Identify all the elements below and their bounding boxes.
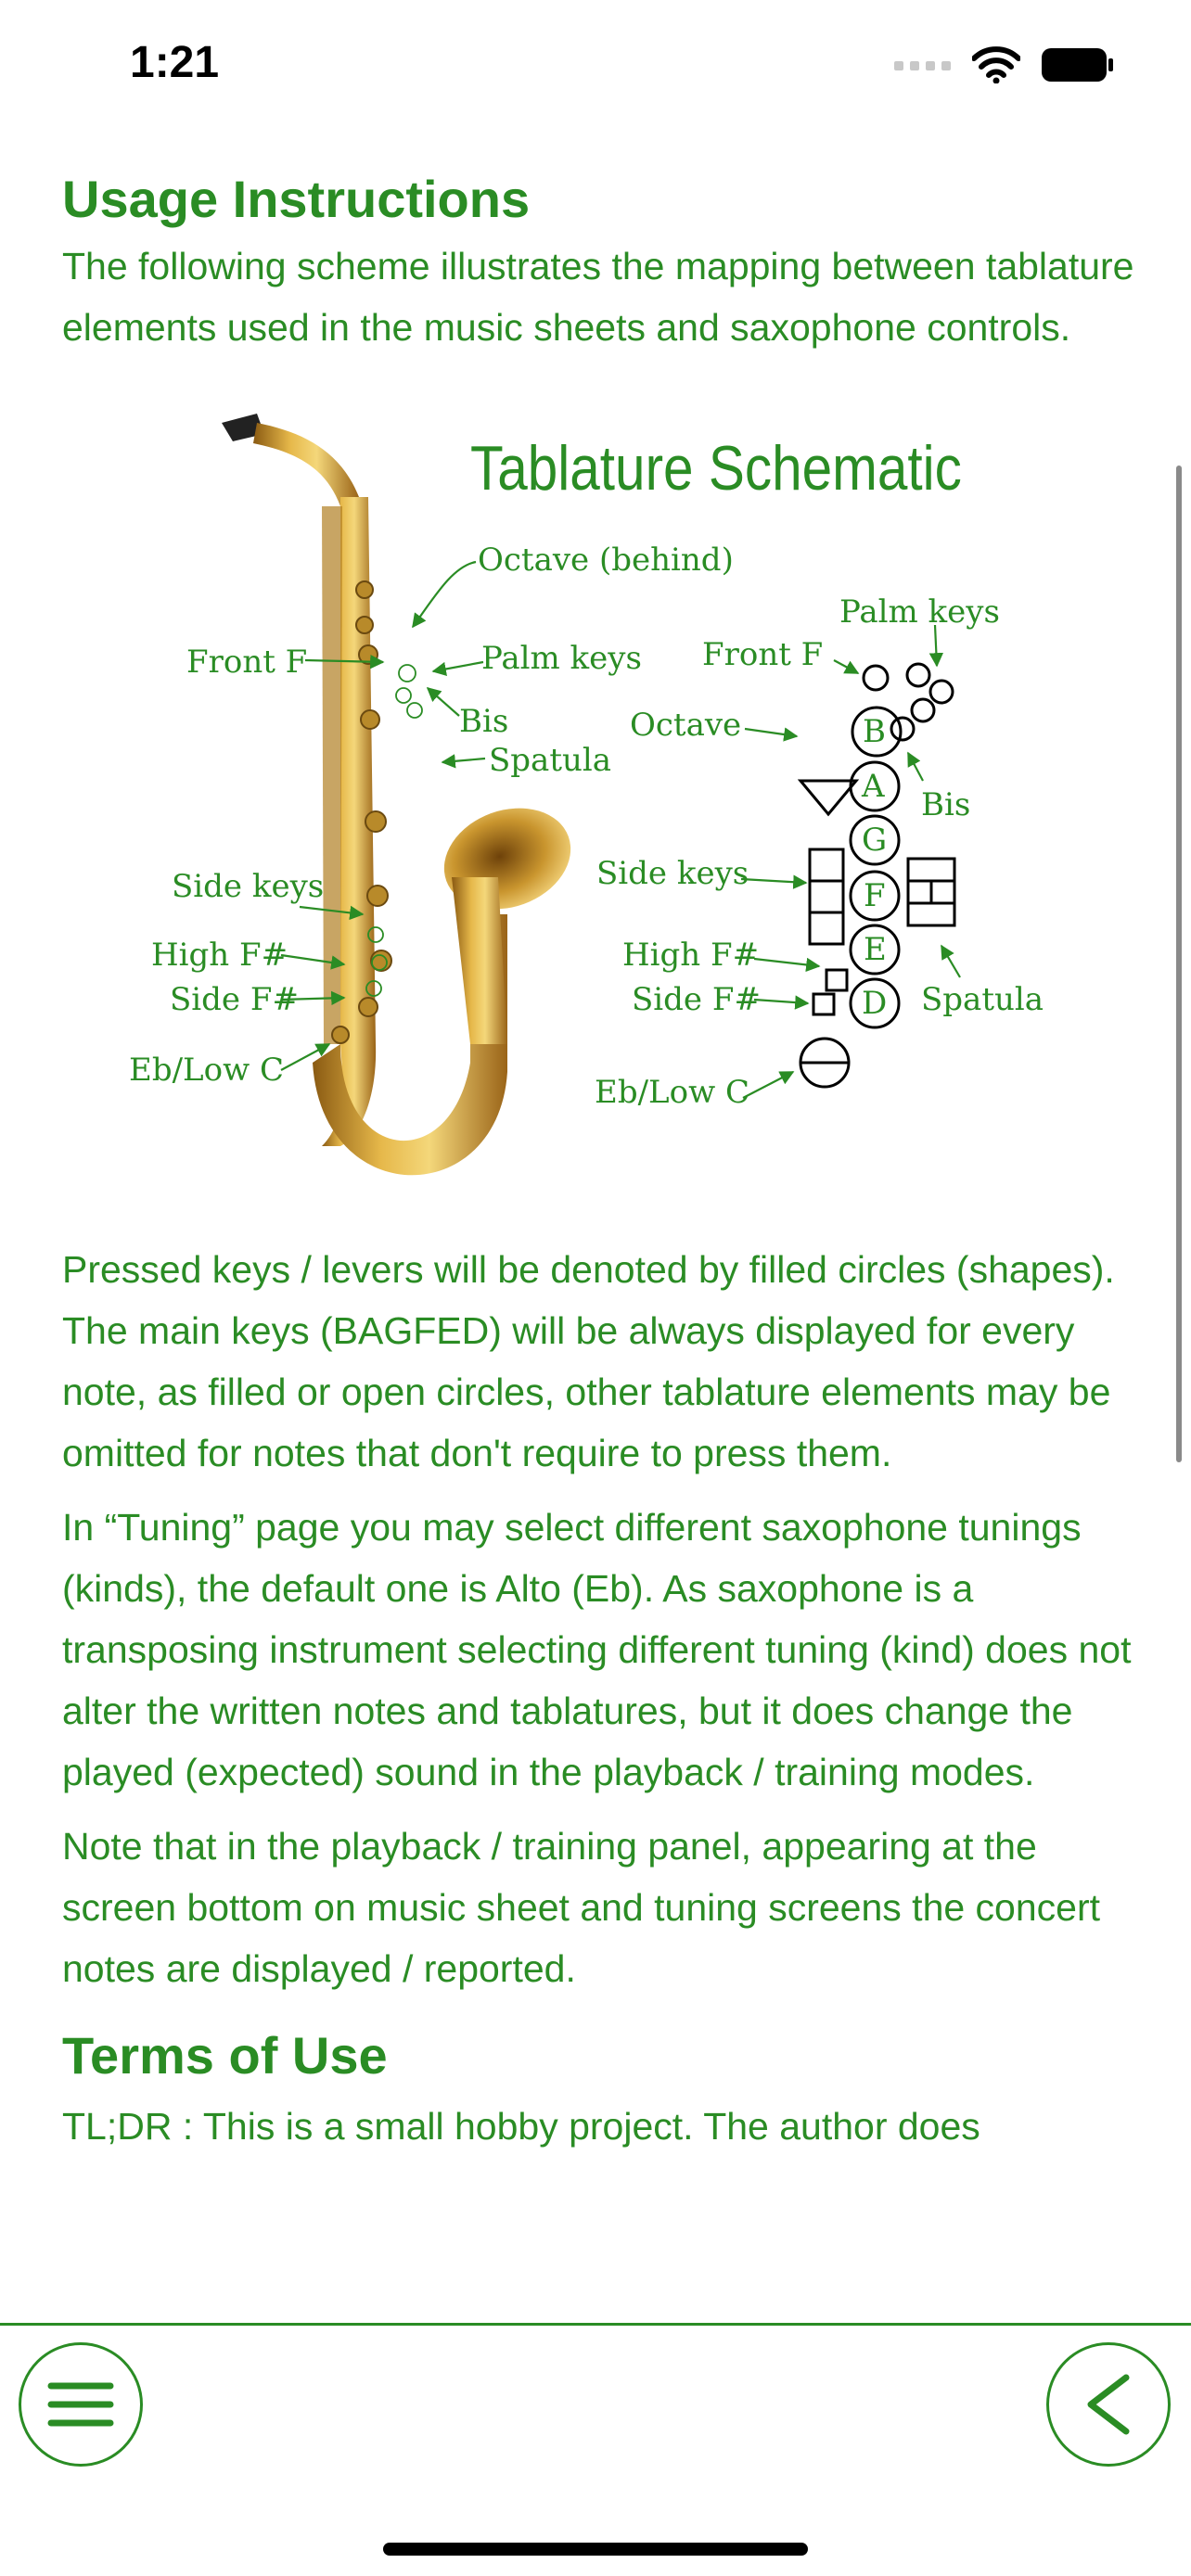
schema-label-front-f: Front F [702,636,824,673]
usage-heading: Usage Instructions [62,170,531,228]
sax-label-front-f: Front F [186,644,308,681]
sax-label-bis: Bis [459,703,509,740]
schema-label-high-fs: High F# [622,937,760,974]
menu-button[interactable] [19,2342,143,2467]
content-scroll-area[interactable] [0,130,1191,2323]
schema-label-spatula: Spatula [921,981,1044,1018]
terms-lead: TL;DR : This is a small hobby project. The author does [62,2105,980,2148]
sax-label-spatula: Spatula [489,742,612,779]
wifi-icon [972,46,1020,83]
terms-heading: Terms of Use [62,2026,388,2085]
battery-icon [1041,47,1115,83]
back-button[interactable] [1046,2342,1171,2467]
sax-label-octave: Octave (behind) [478,542,734,579]
home-indicator[interactable] [383,2543,808,2556]
sax-label-high-fs: High F# [151,937,288,974]
usage-intro: The following scheme illustrates the mapping between tablature elements used in the music sheets and saxophone controls. [62,245,1134,349]
key-letter-b: B [863,713,886,750]
schema-label-octave: Octave [630,707,742,744]
scroll-indicator[interactable] [1176,465,1182,1462]
content [62,167,1138,2157]
signal-icon [894,57,952,72]
key-letter-e: E [864,931,887,968]
status-time: 1:21 [130,38,220,87]
key-letter-d: D [862,985,888,1022]
hamburger-icon [47,2378,114,2430]
usage-paragraph-pressed-keys: Pressed keys / levers will be denoted by filled circles (shapes). The main keys (BAGFED) will be always displayed for every note, as filled or open circles, other tablature elements may be omitted for notes that don't require to press them. [62,1248,1115,1474]
status-icons [894,46,1115,83]
sax-label-eb-low-c: Eb/Low C [129,1052,285,1089]
schema-label-bis: Bis [921,786,971,823]
usage-paragraph-tuning: In “Tuning” page you may select different saxophone tunings (kinds), the default one is Alto (Eb). As saxophone is a transposing instrument selecting different tuning (kind) does not alter the written notes and tablatures, but it does change the played (expected) sound in the playback / training modes. [62,1506,1132,1793]
status-bar [0,0,1191,130]
usage-paragraph-concert-notes: Note that in the playback / training panel, appearing at the screen bottom on music sheet and tuning screens the concert notes are displayed / reported. [62,1825,1101,1990]
chevron-left-icon [1085,2374,1132,2435]
sax-label-side-keys: Side keys [172,868,325,905]
schema-label-eb-low-c: Eb/Low C [595,1074,750,1111]
tablature-schematic-figure [62,395,1138,1211]
key-letter-a: A [862,768,885,805]
sax-label-palm-keys: Palm keys [481,640,642,677]
key-letter-g: G [862,822,888,859]
sax-label-side-f: Side F# [170,981,299,1018]
figure-title: Tablature Schematic [470,433,962,504]
bottom-bar [0,2326,1191,2576]
key-letter-f: F [864,877,886,914]
schema-label-side-keys: Side keys [596,855,749,892]
schema-label-palm-keys: Palm keys [839,593,1000,631]
schema-label-side-f: Side F# [632,981,761,1018]
